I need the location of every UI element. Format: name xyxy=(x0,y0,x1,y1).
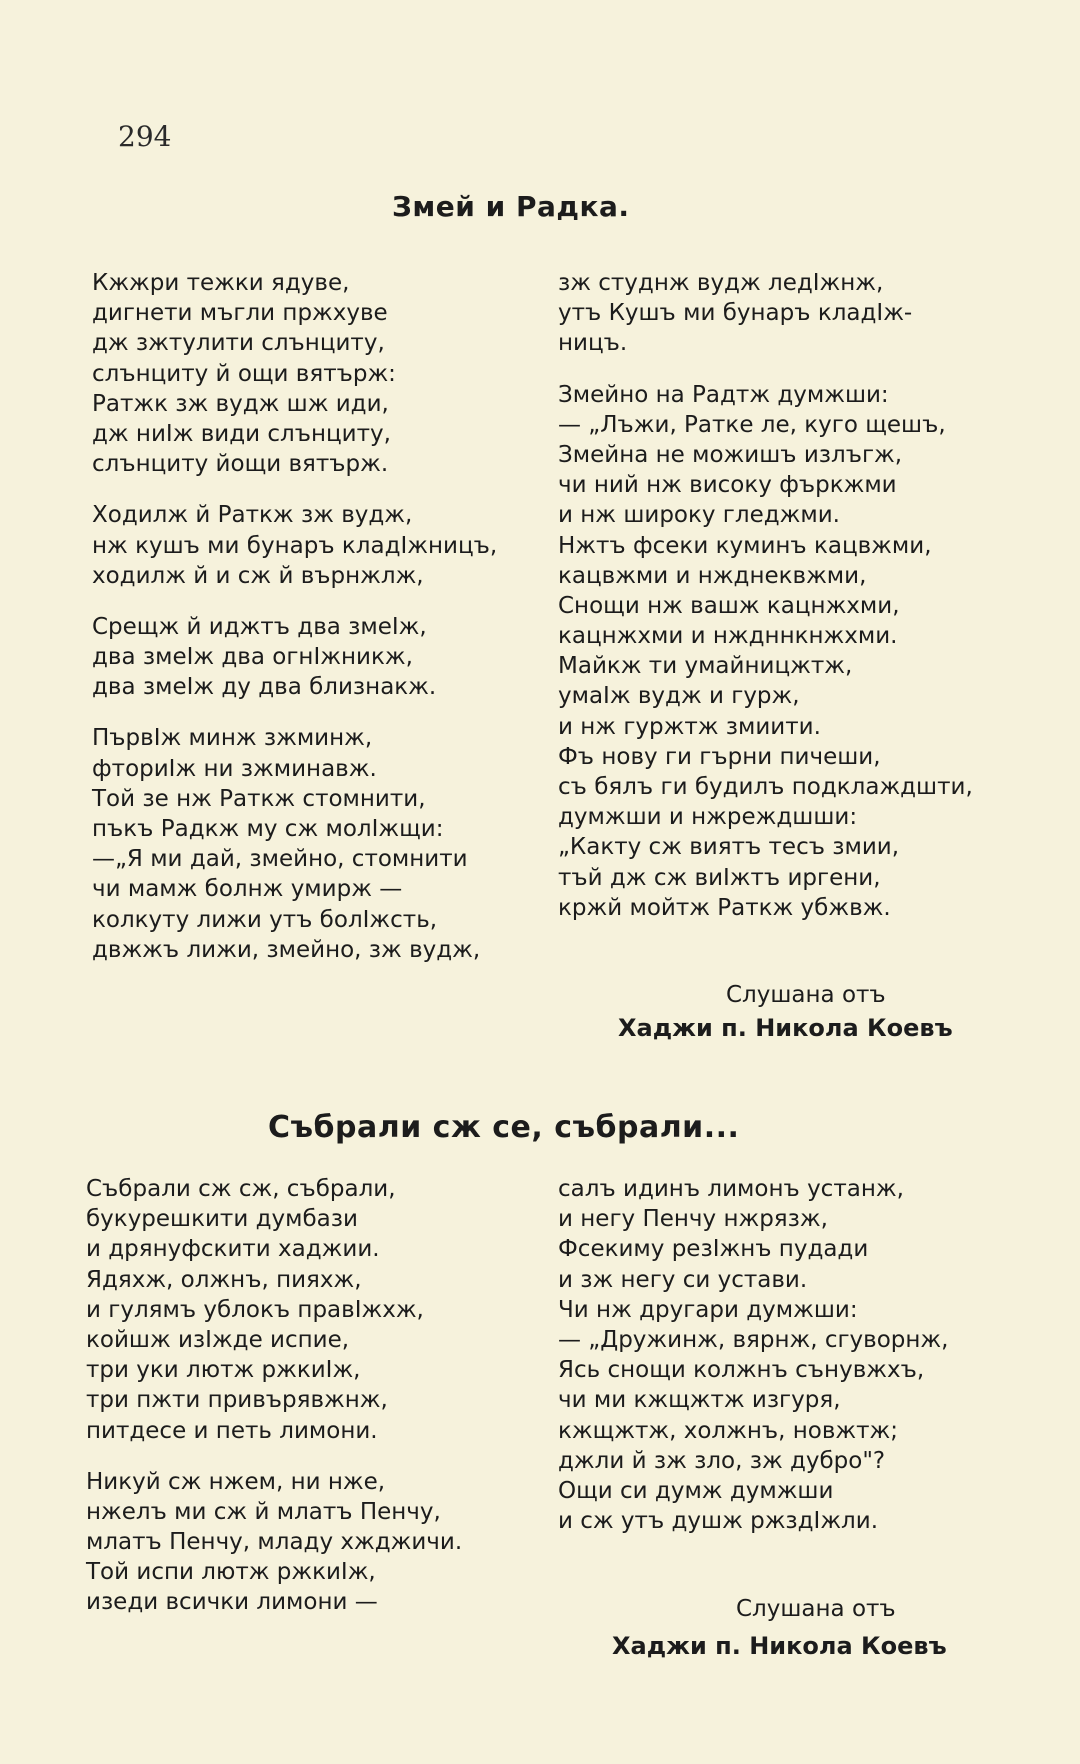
poem-title-1: Змей и Радка. xyxy=(392,190,630,223)
stanza xyxy=(86,1467,462,1618)
verse-line: съ бялъ ги будилъ подклаждшти, xyxy=(558,774,973,800)
verse-line: изеди всички лимони — xyxy=(86,1589,378,1616)
stanza xyxy=(558,380,973,923)
poem-1-credit-label: Слушана отъ xyxy=(726,982,886,1008)
verse-line: джли й зж зло, зж дубро"? xyxy=(558,1447,886,1474)
poem-1-credit-name xyxy=(618,1014,953,1042)
verse-line: ходилж й и сж й върнжлж, xyxy=(92,562,424,589)
poem-1-right-column xyxy=(558,268,973,944)
poem-2-left-column xyxy=(86,1174,462,1639)
verse-line: и сж утъ душж ржздIжли. xyxy=(558,1508,879,1535)
verse-line: Кжжри тежки ядуве, xyxy=(92,270,350,296)
verse-line: пъкъ Радкж му сж молIжщи: xyxy=(92,816,444,842)
verse-line: Ядяхж, олжнъ, пияхж, xyxy=(86,1266,362,1293)
verse-line: и гулямъ ублокъ правIжхж, xyxy=(86,1296,424,1323)
verse-line: и негу Пенчу нжрязж, xyxy=(558,1206,828,1233)
stanza xyxy=(92,723,497,965)
verse-line: и нж гуржтж змиити. xyxy=(558,713,821,740)
verse-line: Змейно на Радтж думжши: xyxy=(558,381,889,408)
verse-line: чи ний нж високу фъркжми xyxy=(558,472,897,499)
verse-line: и нж широку гледжми. xyxy=(558,502,840,529)
verse-line: фториIж ни зжминавж. xyxy=(92,755,377,782)
verse-line: койшж изIжде испие, xyxy=(86,1326,350,1353)
stanza xyxy=(92,500,497,591)
verse-line: нж кушъ ми бунаръ кладIжницъ, xyxy=(92,532,498,559)
verse-line: Ощи си думж думжши xyxy=(558,1477,834,1504)
verse-line: питдесе и петь лимони. xyxy=(86,1417,378,1444)
verse-line: умаIж вудж и гурж, xyxy=(558,683,800,710)
verse-line: три пжти привърявжнж, xyxy=(86,1387,388,1414)
verse-line: Ясь снощи колжнъ сънувжхъ, xyxy=(558,1357,925,1384)
verse-line: Снощи нж вашж кацнжхми, xyxy=(558,592,900,619)
verse-line: дж зжтулити слънциту, xyxy=(92,330,385,357)
verse-line: Той испи лютж ржкиIж, xyxy=(86,1559,376,1586)
verse-line: Фсекиму резIжнъ пудади xyxy=(558,1236,869,1263)
verse-line: двжжъ лижи, змейно, зж вудж, xyxy=(92,936,481,963)
verse-line: кржй мойтж Раткж убжвж. xyxy=(558,894,891,921)
verse-line: ПървIж минж зжминж, xyxy=(92,725,373,752)
verse-line: Фъ нову ги гърни пичеши, xyxy=(558,743,881,770)
verse-line: букурешкити думбази xyxy=(86,1206,358,1233)
verse-line: — „Лъжи, Ратке ле, куго щешъ, xyxy=(558,411,946,438)
verse-line: Нжтъ фсеки куминъ кацвжми, xyxy=(558,532,932,559)
verse-line: утъ Кушъ ми бунаръ кладIж- xyxy=(558,300,913,327)
verse-line: ницъ. xyxy=(558,330,628,357)
stanza xyxy=(558,1174,948,1536)
credit-name-text: Хаджи п. Никола Коевъ xyxy=(612,1632,947,1660)
verse-line: Змейна не можишъ излъгж, xyxy=(558,441,903,468)
verse-line: Събрали сж сж, събрали, xyxy=(86,1176,396,1202)
verse-line: нжелъ ми сж й млатъ Пенчу, xyxy=(86,1498,441,1525)
poem-2-right-column xyxy=(558,1174,948,1557)
verse-line: и зж негу си устави. xyxy=(558,1266,808,1293)
verse-line: Ратжк зж вудж шж иди, xyxy=(92,390,389,417)
verse-line: два змеIж два огнIжникж, xyxy=(92,644,413,671)
verse-line: колкуту лижи утъ болIжсть, xyxy=(92,906,438,933)
poem-2-credit-label: Слушана отъ xyxy=(736,1596,896,1622)
verse-line: кацвжми и нжднеквжми, xyxy=(558,562,867,589)
credit-name-text: Хаджи п. Никола Коевъ xyxy=(618,1014,953,1042)
verse-line: кжщжтж, холжнъ, новжтж; xyxy=(558,1417,899,1444)
verse-line: салъ идинъ лимонъ устанж, xyxy=(558,1176,904,1202)
verse-line: дж ниIж види слънциту, xyxy=(92,420,391,447)
verse-line: Ходилж й Раткж зж вудж, xyxy=(92,502,413,529)
stanza xyxy=(92,268,497,479)
verse-line: чи ми кжщжтж изгуря, xyxy=(558,1387,841,1414)
verse-line: три уки лютж ржкиIж, xyxy=(86,1357,361,1384)
verse-line: кацнжхми и нждннкнжхми. xyxy=(558,623,898,650)
verse-line: и дрянуфскити хаджии. xyxy=(86,1236,380,1263)
verse-line: —„Я ми дай, змейно, стомнити xyxy=(92,846,468,873)
verse-line: два змеIж ду два близнакж. xyxy=(92,674,437,701)
verse-line: Той зе нж Раткж стомнити, xyxy=(92,785,426,812)
page-number: 294 xyxy=(118,120,172,153)
stanza xyxy=(86,1174,462,1446)
verse-line: млатъ Пенчу, младу хжджичи. xyxy=(86,1529,463,1556)
verse-line: тъй дж сж виIжтъ иргени, xyxy=(558,864,881,891)
verse-line: — „Дружинж, вярнж, сгуворнж, xyxy=(558,1326,949,1353)
verse-line: Майкж ти умайницжтж, xyxy=(558,653,853,680)
poem-2-credit-name xyxy=(612,1632,947,1660)
verse-line: Чи нж другари думжши: xyxy=(558,1296,858,1323)
verse-line: слънциту йощи вятърж. xyxy=(92,451,389,478)
poem-1-left-column xyxy=(92,268,497,986)
verse-line: Никуй сж нжем, ни нже, xyxy=(86,1468,386,1495)
verse-line: дигнети мъгли пржхуве xyxy=(92,300,388,327)
verse-line: „Какту сж виятъ тесъ змии, xyxy=(558,834,900,861)
verse-line: думжши и нжреждшши: xyxy=(558,804,858,831)
verse-line: слънциту й ощи вятърж: xyxy=(92,360,396,387)
verse-line: чи мамж болнж умирж — xyxy=(92,876,403,903)
verse-line: Срещж й иджтъ два змеIж, xyxy=(92,613,427,640)
verse-line: зж студнж вудж ледIжнж, xyxy=(558,270,884,296)
stanza xyxy=(92,612,497,703)
poem-title-2: Събрали сж се, събрали... xyxy=(268,1110,740,1145)
stanza xyxy=(558,268,973,359)
